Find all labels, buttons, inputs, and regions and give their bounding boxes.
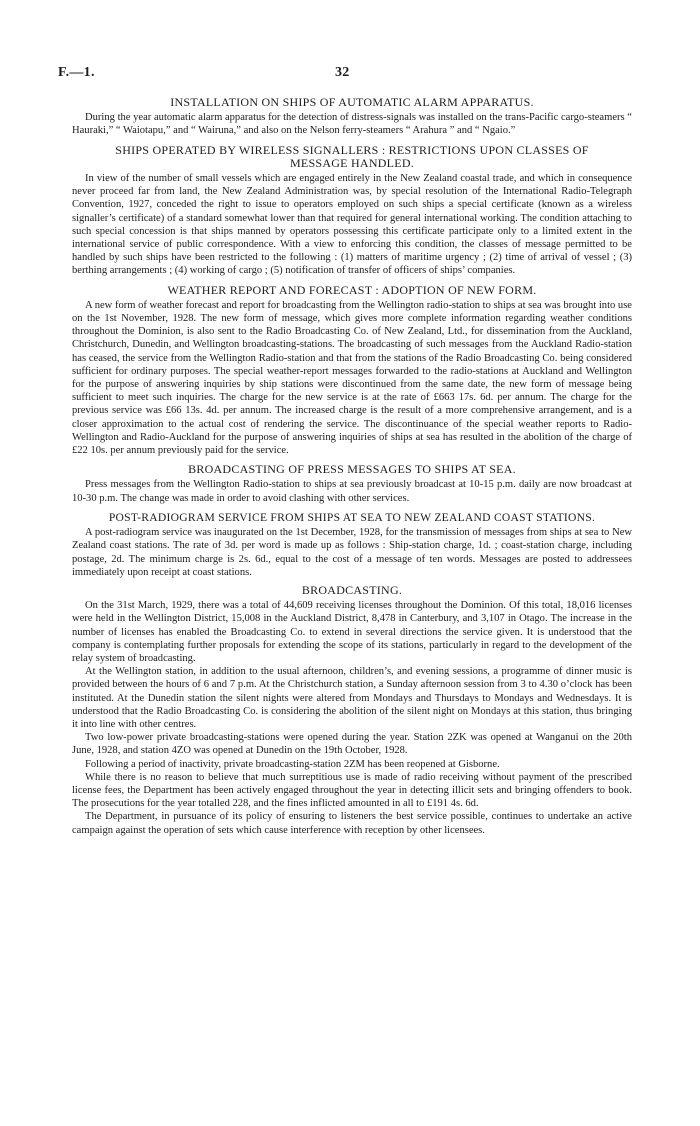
section-alarm-apparatus	[72, 96, 632, 138]
paragraph: While there is no reason to believe that much surreptitious use is made of radio receiving without payment of the prescribed license fees, the Department has been actively engaged throughout the year in detecting illicit sets and bringing offenders to book. The prosecutions for the year totalled 228, and the fines inflicted amounted in all to £191 4s. 6d.	[72, 771, 632, 810]
section-heading: BROADCASTING.	[301, 582, 403, 597]
section-heading: POST-RADIOGRAM SERVICE FROM SHIPS AT SEA TO NEW ZEALAND COAST STATIONS.	[108, 510, 596, 524]
section-heading: WEATHER REPORT AND FORECAST : ADOPTION OF NEW FORM.	[167, 282, 537, 297]
document-body	[72, 96, 632, 837]
section-post-radiogram	[72, 511, 632, 579]
section-heading: SHIPS OPERATED BY WIRELESS SIGNALLERS : RESTRICTIONS UPON CLASSES OF MESSAGE HANDLED.	[115, 142, 589, 170]
paragraph: On the 31st March, 1929, there was a total of 44,609 receiving licenses throughout the Dominion. Of this total, 18,016 licenses were held in the Wellington District, 15,008 in the Auckland District, 8,478 in Canterbury, and 3,107 in Otago. The increase in the number of licenses has enabled the Broadcasting Co. to extend in several directions the service given. It is understood that the company is contemplating further proposals for extending the scope of its stations, particularly in regard to the development of the relay system of broadcasting.	[72, 600, 632, 664]
paragraph: During the year automatic alarm apparatus for the detection of distress-signals was installed on the trans-Pacific cargo-steamers “ Hauraki,” “ Waiotapu,” and “ Wairuna,” and also on the Nelson ferry-steamers “ Arahura ” and “ Ngaio.”	[72, 112, 632, 137]
paragraph: Press messages from the Wellington Radio-station to ships at sea previously broadcast at 10-15 p.m. daily are now broadcast at 10-30 p.m. The change was made in order to avoid clashing with other services.	[72, 479, 632, 504]
paragraph: Following a period of inactivity, private broadcasting-station 2ZM has been reopened at Gisborne.	[85, 758, 500, 770]
paragraph: The Department, in pursuance of its policy of ensuring to listeners the best service possible, continues to undertake an active campaign against the operation of sets which cause interference with reception by other licensees.	[72, 811, 632, 836]
section-broadcasting	[72, 584, 632, 837]
paragraph: Two low-power private broadcasting-stations were opened during the year. Station 2ZK was opened at Wanganui on the 20th June, 1928, and station 4ZO was opened at Dunedin on the 19th October, 1928.	[72, 732, 632, 757]
paragraph: In view of the number of small vessels which are engaged entirely in the New Zealand coastal trade, and which in consequence never proceed far from land, the New Zealand Administration was, by special resolution of the International Radio-Telegraph Convention, 1927, conceded the right to issue to operators employed on such ships a special certificate (known as a wireless signaller’s certificate) of a standard somewhat lower than that required for general international working. The condition attaching to such special concession is that ships manned by operators possessing this certificate participate only to a limited extent in the international service of public correspondence. With a view to enforcing this condition, the classes of message permitted to be handled by such ships have been restricted to the following : (1) matters of maritime urgency ; (2) time of arrival of vessel ; (3) berthing arrangements ; (4) working of cargo ; (5) notification of transfer of officers of ships’ companies.	[72, 173, 632, 277]
page-number: 32	[335, 65, 350, 80]
document-reference: F.—1.	[58, 65, 95, 80]
paragraph: At the Wellington station, in addition to the usual afternoon, children’s, and evening sessions, a programme of dinner music is provided between the hours of 6 and 7 p.m. At the Christchurch station, a Sunday afternoon session from 3 to 4.30 o’clock has been instituted. At the Dunedin station the silent nights were altered from Mondays and Thursdays to Mondays and Wednesdays. It is understood that the Radio Broadcasting Co. is considering the abolition of the silent night on Mondays at this station, thus bringing it into line with other centres.	[72, 666, 632, 730]
section-wireless-signallers	[72, 144, 632, 278]
section-heading: BROADCASTING OF PRESS MESSAGES TO SHIPS AT SEA.	[188, 462, 516, 477]
section-press-messages	[72, 463, 632, 505]
section-weather-report	[72, 284, 632, 458]
paragraph: A post-radiogram service was inaugurated on the 1st December, 1928, for the transmission of messages from ships at sea to New Zealand coast stations. The rate of 3d. per word is made up as follows : Ship-station charge, 1d. ; coast-station charge, including postage, 2d. The minimum charge is 2s. 6d., equal to the cost of a message of ten words. Messages are posted to addressees immediately upon receipt at coast stations.	[72, 527, 632, 578]
section-heading: INSTALLATION ON SHIPS OF AUTOMATIC ALARM APPARATUS.	[170, 95, 534, 109]
paragraph: A new form of weather forecast and report for broadcasting from the Wellington radio-station to ships at sea was brought into use on the 1st November, 1928. The new form of message, which gives more complete information regarding weather conditions throughout the Dominion, is also sent to the Radio Broadcasting Co. of New Zealand, Ltd., for dissemination from the Auckland, Christchurch, Dunedin, and Wellington broadcasting-stations. The broadcasting of such messages from the Auckland Radio-station has ceased, the service from the Wellington Radio-station and that from the stations of the Radio Broadcasting Co. being considered sufficient for ordinary purposes. The special weather-report messages forwarded to the radio-stations at Auckland and Wellington for the purpose of answering inquiries by ship stations were discontinued from the same date, the new form of message being sufficient to meet such inquiries. The charge for the new service is at the rate of £663 17s. 6d. per annum. The charge for the previous service was £66 13s. 4d. per annum. The increased charge is the result of a more comprehensive arrangement, and is a closer approximation to the actual cost of rendering the service. The discontinuance of the special weather reports to Radio-Wellington and Radio-Auckland for the purpose of answering inquiries of ships at sea has resulted in the abolition of the charge of £22 10s. per annum previously paid for the service.	[72, 299, 632, 457]
